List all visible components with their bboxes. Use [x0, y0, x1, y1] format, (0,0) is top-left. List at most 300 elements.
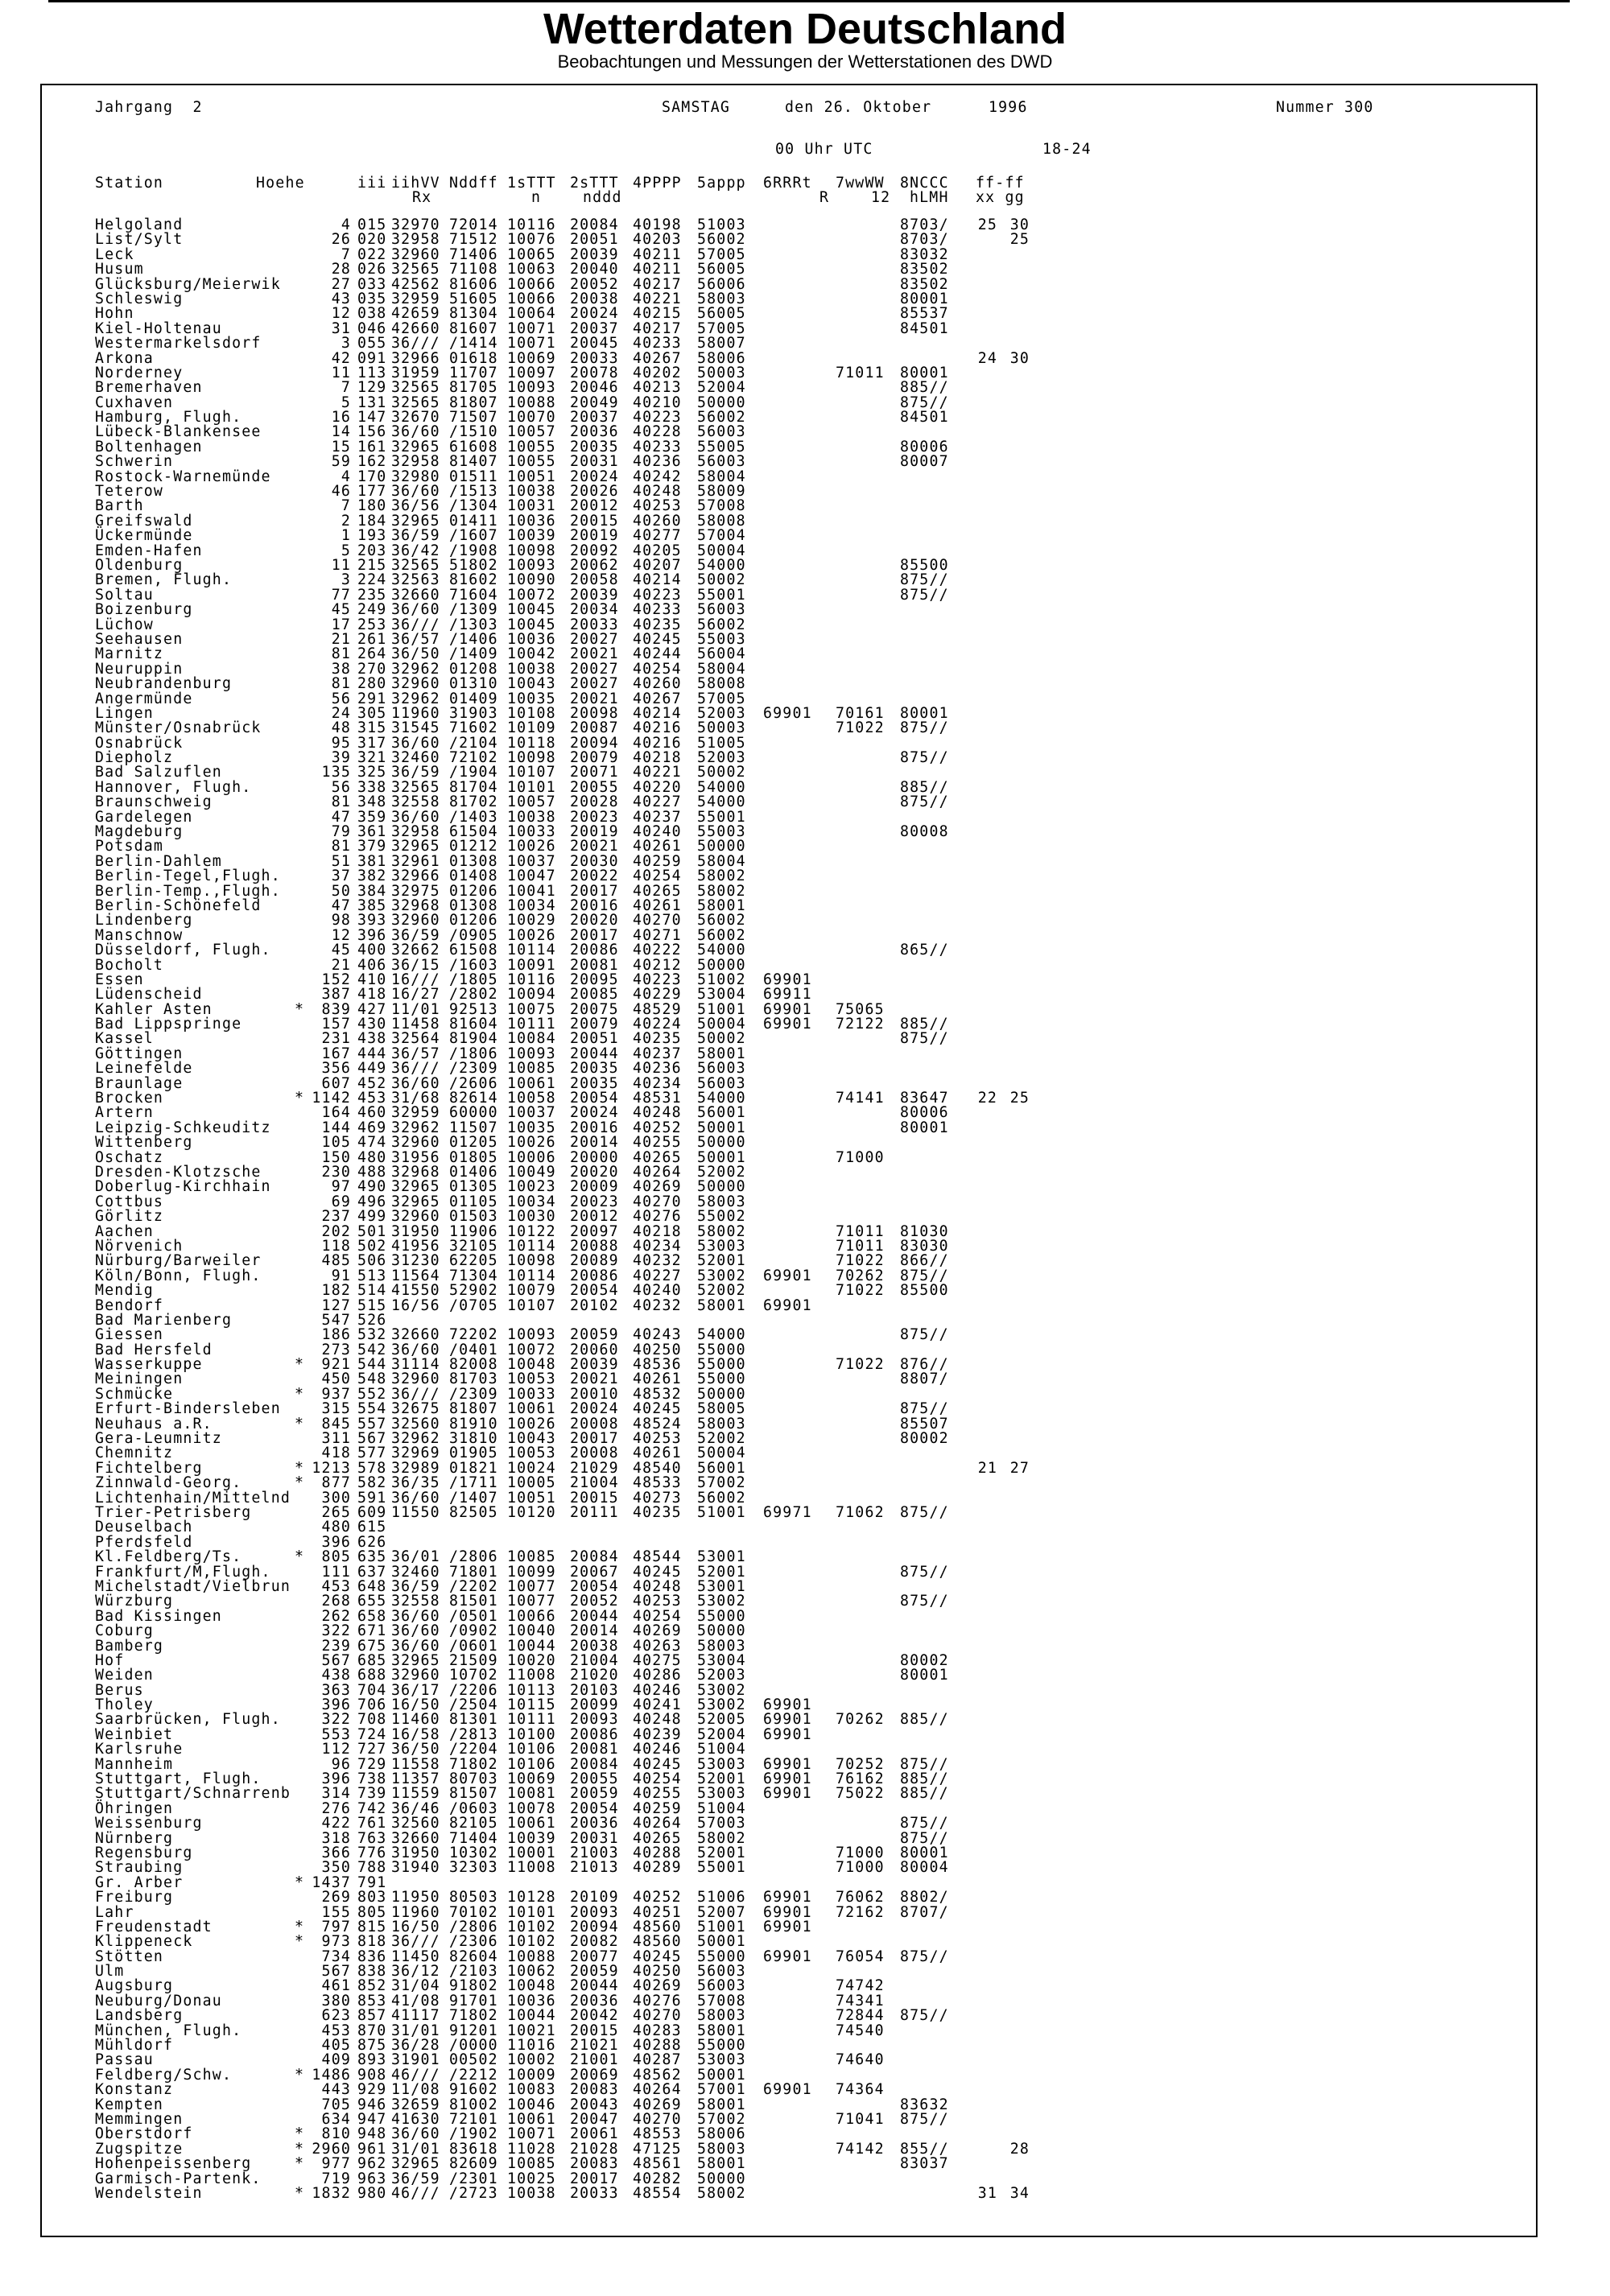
group-nddff: /2202 [449, 1577, 498, 1595]
group-2sttt: 20069 [570, 2066, 619, 2084]
station-name: Göttingen [95, 1045, 184, 1062]
group-7wwww: 72162 [836, 1903, 885, 1921]
group-1sttt: 10111 [507, 1016, 556, 1033]
group-4pppp: 40261 [633, 1445, 682, 1462]
group-nddff: 81604 [449, 1016, 498, 1033]
group-5appp: 58004 [697, 852, 746, 870]
gust-gg: 30 [1009, 216, 1030, 233]
group-8nccc: 866// [900, 1252, 949, 1270]
group-8nccc: 83037 [900, 2155, 949, 2173]
group-nddff: 11707 [449, 364, 498, 381]
group-8nccc: 81030 [900, 1222, 949, 1240]
group-iihvv: 36/60 [391, 1622, 440, 1640]
group-5appp: 52004 [697, 1725, 746, 1743]
group-1sttt: 10066 [507, 275, 556, 293]
station-name: Bamberg [95, 1637, 164, 1655]
group-7wwww: 74364 [836, 2081, 885, 2099]
group-8nccc: 80006 [900, 438, 949, 455]
group-8nccc: 80004 [900, 1859, 949, 1877]
station-id: 359 [357, 808, 387, 826]
group-2sttt: 21013 [570, 1859, 619, 1877]
group-2sttt: 20093 [570, 1903, 619, 1921]
station-name: Coburg [95, 1622, 154, 1640]
group-5appp: 53002 [697, 1593, 746, 1610]
group-5appp: 58005 [697, 1400, 746, 1418]
group-6rrrt: 69901 [763, 1903, 812, 1921]
group-5appp: 55001 [697, 808, 746, 826]
station-name: Zugspitze [95, 2140, 184, 2158]
group-7wwww: 70262 [836, 1267, 885, 1284]
station-name: Bocholt [95, 956, 164, 974]
group-2sttt: 20020 [570, 912, 619, 930]
station-height: 46 [331, 483, 351, 501]
group-iihvv: 11960 [391, 1903, 440, 1921]
group-7wwww: 75022 [836, 1785, 885, 1803]
group-5appp: 56002 [697, 409, 746, 427]
station-id: 361 [357, 823, 387, 841]
station-id: 675 [357, 1637, 387, 1655]
mountain-marker: * [295, 1090, 305, 1107]
group-5appp: 51004 [697, 1741, 746, 1758]
station-height: 182 [321, 1282, 351, 1300]
station-id: 184 [357, 512, 387, 530]
station-height: 28 [331, 261, 351, 278]
group-4pppp: 40252 [633, 1889, 682, 1906]
group-nddff: 81602 [449, 571, 498, 589]
group-nddff: 01308 [449, 897, 498, 914]
group-2sttt: 20014 [570, 1134, 619, 1152]
group-6rrrt: 69901 [763, 971, 812, 988]
group-1sttt: 10045 [507, 601, 556, 619]
group-iihvv: 32560 [391, 1415, 440, 1432]
group-1sttt: 10069 [507, 349, 556, 367]
group-2sttt: 21020 [570, 1667, 619, 1684]
group-iihvv: 36/60 [391, 1489, 440, 1507]
group-1sttt: 10115 [507, 1696, 556, 1714]
station-name: Mühldorf [95, 2037, 174, 2055]
station-id: 382 [357, 868, 387, 885]
group-4pppp: 40270 [633, 2111, 682, 2128]
group-5appp: 57005 [697, 319, 746, 337]
group-4pppp: 48524 [633, 1415, 682, 1432]
gust-gg: 25 [1009, 231, 1030, 249]
weekday-label: SAMSTAG [662, 99, 731, 116]
station-height: 39 [331, 749, 351, 767]
group-nddff: 81704 [449, 778, 498, 796]
station-height: 81 [331, 645, 351, 663]
station-id: 235 [357, 586, 387, 604]
group-2sttt: 20083 [570, 2155, 619, 2173]
group-5appp: 53003 [697, 2051, 746, 2069]
station-name: Weissenburg [95, 1815, 203, 1832]
group-5appp: 53002 [697, 1696, 746, 1714]
mountain-marker: * [295, 1356, 305, 1374]
group-4pppp: 40269 [633, 2096, 682, 2113]
group-5appp: 57008 [697, 497, 746, 515]
station-name: Wasserkuppe [95, 1356, 203, 1374]
group-2sttt: 20021 [570, 645, 619, 663]
group-iihvv: 32960 [391, 1208, 440, 1226]
group-1sttt: 10093 [507, 1045, 556, 1062]
group-iihvv: 32961 [391, 852, 440, 870]
group-4pppp: 48560 [633, 1933, 682, 1951]
group-5appp: 56003 [697, 423, 746, 441]
group-1sttt: 10005 [507, 1474, 556, 1492]
station-id: 515 [357, 1296, 387, 1314]
group-4pppp: 40286 [633, 1667, 682, 1684]
group-nddff: 01206 [449, 882, 498, 900]
group-8nccc: 885// [900, 1016, 949, 1033]
station-height: 81 [331, 794, 351, 811]
col-2sttt-sub: nddd [583, 189, 622, 206]
group-iihvv: 11450 [391, 1948, 440, 1965]
group-5appp: 58008 [697, 512, 746, 530]
group-nddff: /0603 [449, 1799, 498, 1817]
station-height: 51 [331, 852, 351, 870]
group-2sttt: 20016 [570, 1119, 619, 1136]
group-nddff: 71507 [449, 409, 498, 427]
group-nddff: 81407 [449, 453, 498, 471]
group-nddff: /2309 [449, 1060, 498, 1078]
group-nddff: /2309 [449, 1385, 498, 1403]
group-iihvv: 31950 [391, 1844, 440, 1861]
jahrgang-label: Jahrgang 2 [95, 99, 203, 116]
station-name: Freiburg [95, 1889, 174, 1906]
group-iihvv: 36/60 [391, 423, 440, 441]
group-nddff: /1409 [449, 645, 498, 663]
group-iihvv: 11458 [391, 1016, 440, 1033]
group-5appp: 50003 [697, 364, 746, 381]
station-name: Michelstadt/Vielbrun [95, 1577, 291, 1595]
group-2sttt: 20015 [570, 2022, 619, 2039]
group-nddff: /1805 [449, 971, 498, 988]
group-4pppp: 40245 [633, 1563, 682, 1581]
mountain-marker: * [295, 2125, 305, 2143]
station-id: 460 [357, 1104, 387, 1122]
group-4pppp: 40283 [633, 2022, 682, 2039]
station-id: 325 [357, 764, 387, 781]
date-label: den 26. Oktober [785, 99, 932, 116]
group-8nccc: 84501 [900, 319, 949, 337]
group-1sttt: 10099 [507, 1563, 556, 1581]
station-height: 877 [321, 1474, 351, 1492]
station-height: 973 [321, 1933, 351, 1951]
group-8nccc: 875// [900, 719, 949, 737]
group-4pppp: 40202 [633, 364, 682, 381]
group-1sttt: 10088 [507, 394, 556, 411]
station-id: 626 [357, 1533, 387, 1551]
group-iihvv: 36/59 [391, 2170, 440, 2187]
station-id: 291 [357, 690, 387, 707]
group-2sttt: 20052 [570, 275, 619, 293]
group-nddff: 71802 [449, 2007, 498, 2025]
station-name: Erfurt-Bindersleben [95, 1400, 281, 1418]
group-5appp: 57008 [697, 1992, 746, 2010]
station-name: List/Sylt [95, 231, 184, 249]
group-5appp: 56002 [697, 616, 746, 633]
station-height: 167 [321, 1045, 351, 1062]
group-2sttt: 20023 [570, 808, 619, 826]
group-6rrrt: 69911 [763, 986, 812, 1004]
group-6rrrt: 69901 [763, 1016, 812, 1033]
group-2sttt: 20102 [570, 1296, 619, 1314]
station-id: 947 [357, 2111, 387, 2128]
group-8nccc: 875// [900, 1563, 949, 1581]
station-id: 513 [357, 1267, 387, 1284]
group-2sttt: 20024 [570, 1400, 619, 1418]
station-id: 418 [357, 986, 387, 1004]
station-name: Leck [95, 245, 134, 263]
station-id: 857 [357, 2007, 387, 2025]
group-1sttt: 10048 [507, 1977, 556, 1995]
group-iihvv: 32960 [391, 1134, 440, 1152]
group-nddff: 60000 [449, 1104, 498, 1122]
group-iihvv: 32959 [391, 1104, 440, 1122]
group-2sttt: 20033 [570, 349, 619, 367]
group-iihvv: 36/// [391, 1060, 440, 1078]
group-iihvv: 36/// [391, 335, 440, 352]
group-1sttt: 10085 [507, 1060, 556, 1078]
station-height: 322 [321, 1711, 351, 1729]
group-iihvv: 31/01 [391, 2140, 440, 2158]
group-6rrrt: 69901 [763, 1696, 812, 1714]
group-2sttt: 20085 [570, 986, 619, 1004]
group-5appp: 53001 [697, 1548, 746, 1566]
station-name: Pferdsfeld [95, 1533, 193, 1551]
station-name: Meiningen [95, 1371, 184, 1388]
station-id: 224 [357, 571, 387, 589]
mountain-marker: * [295, 2155, 305, 2173]
group-8nccc: 885// [900, 1770, 949, 1788]
group-iihvv: 32968 [391, 1164, 440, 1181]
group-2sttt: 20036 [570, 1815, 619, 1832]
group-4pppp: 40246 [633, 1741, 682, 1758]
group-nddff: 01205 [449, 1134, 498, 1152]
group-4pppp: 40288 [633, 2037, 682, 2055]
group-nddff: 91701 [449, 1992, 498, 2010]
group-nddff: 11906 [449, 1222, 498, 1240]
group-5appp: 55003 [697, 630, 746, 648]
group-1sttt: 10038 [507, 483, 556, 501]
group-5appp: 52007 [697, 1903, 746, 1921]
group-1sttt: 10108 [507, 704, 556, 722]
station-name: Weinbiet [95, 1725, 174, 1743]
station-height: 239 [321, 1637, 351, 1655]
group-nddff: /0601 [449, 1637, 498, 1655]
group-8nccc: 80006 [900, 1104, 949, 1122]
station-id: 963 [357, 2170, 387, 2187]
group-4pppp: 40261 [633, 838, 682, 855]
group-7wwww: 74640 [836, 2051, 885, 2069]
group-nddff: 71512 [449, 231, 498, 249]
station-id: 026 [357, 261, 387, 278]
station-id: 469 [357, 1119, 387, 1136]
station-name: Mannheim [95, 1755, 174, 1773]
group-nddff: 01212 [449, 838, 498, 855]
group-2sttt: 20009 [570, 1178, 619, 1196]
group-iihvv: 32565 [391, 261, 440, 278]
group-1sttt: 10023 [507, 1178, 556, 1196]
station-height: 186 [321, 1326, 351, 1344]
station-height: 322 [321, 1622, 351, 1640]
group-5appp: 55003 [697, 823, 746, 841]
mountain-marker: * [295, 2140, 305, 2158]
group-5appp: 55000 [697, 1948, 746, 1965]
mountain-marker: * [295, 1873, 305, 1891]
group-iihvv: 32660 [391, 1829, 440, 1847]
station-name: Potsdam [95, 838, 164, 855]
group-2sttt: 20019 [570, 823, 619, 841]
group-nddff: 01208 [449, 660, 498, 678]
station-id: 480 [357, 1148, 387, 1166]
station-height: 443 [321, 2081, 351, 2099]
group-5appp: 57003 [697, 1815, 746, 1832]
station-height: 567 [321, 1651, 351, 1669]
station-height: 396 [321, 1533, 351, 1551]
group-5appp: 58002 [697, 868, 746, 885]
mountain-marker: * [295, 2184, 305, 2202]
group-nddff: 62205 [449, 1252, 498, 1270]
station-height: 38 [331, 660, 351, 678]
group-4pppp: 48554 [633, 2184, 682, 2202]
group-iihvv: 36/35 [391, 1474, 440, 1492]
group-5appp: 58006 [697, 2125, 746, 2143]
station-name: Rostock-Warnemünde [95, 468, 271, 485]
group-4pppp: 40265 [633, 1829, 682, 1847]
group-1sttt: 10072 [507, 1341, 556, 1358]
group-5appp: 50000 [697, 838, 746, 855]
group-7wwww: 70262 [836, 1711, 885, 1729]
group-1sttt: 10053 [507, 1371, 556, 1388]
group-1sttt: 10077 [507, 1593, 556, 1610]
group-5appp: 53002 [697, 1267, 746, 1284]
station-id: 438 [357, 1030, 387, 1048]
group-4pppp: 40220 [633, 778, 682, 796]
group-nddff: /2806 [449, 1918, 498, 1935]
group-8nccc: 855// [900, 2140, 949, 2158]
group-nddff: 81301 [449, 1711, 498, 1729]
station-height: 314 [321, 1785, 351, 1803]
station-name: Berlin-Dahlem [95, 852, 222, 870]
group-nddff: /1510 [449, 423, 498, 441]
group-nddff: 11507 [449, 1119, 498, 1136]
station-id: 727 [357, 1741, 387, 1758]
group-1sttt: 10026 [507, 838, 556, 855]
group-iihvv: 36/60 [391, 601, 440, 619]
group-2sttt: 20024 [570, 1104, 619, 1122]
group-5appp: 50001 [697, 2066, 746, 2084]
group-5appp: 55005 [697, 438, 746, 455]
group-nddff: /1406 [449, 630, 498, 648]
station-name: Wendelstein [95, 2184, 203, 2202]
group-2sttt: 20039 [570, 1356, 619, 1374]
group-4pppp: 40235 [633, 1030, 682, 1048]
station-id: 615 [357, 1519, 387, 1536]
group-iihvv: 32660 [391, 586, 440, 604]
group-2sttt: 20083 [570, 2081, 619, 2099]
station-height: 265 [321, 1503, 351, 1521]
group-6rrrt: 69901 [763, 1948, 812, 1965]
group-iihvv: 32958 [391, 453, 440, 471]
obs-time-label: 00 Uhr UTC [775, 141, 873, 158]
group-4pppp: 40248 [633, 1104, 682, 1122]
station-height: 3 [341, 571, 351, 589]
group-4pppp: 40234 [633, 1237, 682, 1255]
group-2sttt: 20031 [570, 453, 619, 471]
group-5appp: 53003 [697, 1755, 746, 1773]
station-name: Hamburg, Flugh. [95, 409, 242, 427]
group-7wwww: 76162 [836, 1770, 885, 1788]
group-4pppp: 40198 [633, 216, 682, 233]
station-name: Essen [95, 971, 144, 988]
station-id: 908 [357, 2066, 387, 2084]
group-4pppp: 48540 [633, 1459, 682, 1477]
station-height: 79 [331, 823, 351, 841]
group-4pppp: 40259 [633, 1799, 682, 1817]
group-iihvv: 32958 [391, 231, 440, 249]
station-name: Wittenberg [95, 1134, 193, 1152]
group-1sttt: 10041 [507, 882, 556, 900]
station-height: 805 [321, 1548, 351, 1566]
station-id: 348 [357, 794, 387, 811]
station-name: Cottbus [95, 1193, 164, 1210]
group-1sttt: 10064 [507, 305, 556, 323]
group-4pppp: 40232 [633, 1296, 682, 1314]
mountain-marker: * [295, 1474, 305, 1492]
station-height: 315 [321, 1400, 351, 1418]
group-2sttt: 20075 [570, 1000, 619, 1018]
group-iihvv: 41550 [391, 1282, 440, 1300]
group-4pppp: 40240 [633, 1282, 682, 1300]
station-name: Landsberg [95, 2007, 184, 2025]
station-id: 038 [357, 305, 387, 323]
group-5appp: 58001 [697, 2155, 746, 2173]
group-1sttt: 10039 [507, 527, 556, 545]
group-4pppp: 40233 [633, 438, 682, 455]
station-name: Trier-Petrisberg [95, 1503, 252, 1521]
group-nddff: /2103 [449, 1963, 498, 1981]
group-4pppp: 40213 [633, 379, 682, 397]
group-4pppp: 40223 [633, 586, 682, 604]
group-nddff: 61508 [449, 942, 498, 959]
group-4pppp: 48553 [633, 2125, 682, 2143]
station-height: 719 [321, 2170, 351, 2187]
group-nddff: 81606 [449, 275, 498, 293]
group-7wwww: 71022 [836, 719, 885, 737]
group-iihvv: 32659 [391, 2096, 440, 2113]
group-4pppp: 40235 [633, 1503, 682, 1521]
group-5appp: 54000 [697, 1090, 746, 1107]
group-8nccc: 80007 [900, 453, 949, 471]
group-2sttt: 20054 [570, 1282, 619, 1300]
station-height: 422 [321, 1815, 351, 1832]
station-name: Stuttgart, Flugh. [95, 1770, 262, 1788]
station-id: 852 [357, 1977, 387, 1995]
group-1sttt: 10065 [507, 245, 556, 263]
group-4pppp: 40236 [633, 1060, 682, 1078]
station-height: 1142 [312, 1090, 351, 1107]
station-name: Bremerhaven [95, 379, 203, 397]
station-height: 480 [321, 1519, 351, 1536]
group-5appp: 58008 [697, 675, 746, 693]
station-id: 113 [357, 364, 387, 381]
group-nddff: /0705 [449, 1296, 498, 1314]
group-1sttt: 10091 [507, 956, 556, 974]
group-iihvv: 31950 [391, 1222, 440, 1240]
group-4pppp: 40234 [633, 1074, 682, 1092]
group-8nccc: 875// [900, 749, 949, 767]
group-4pppp: 40270 [633, 1193, 682, 1210]
